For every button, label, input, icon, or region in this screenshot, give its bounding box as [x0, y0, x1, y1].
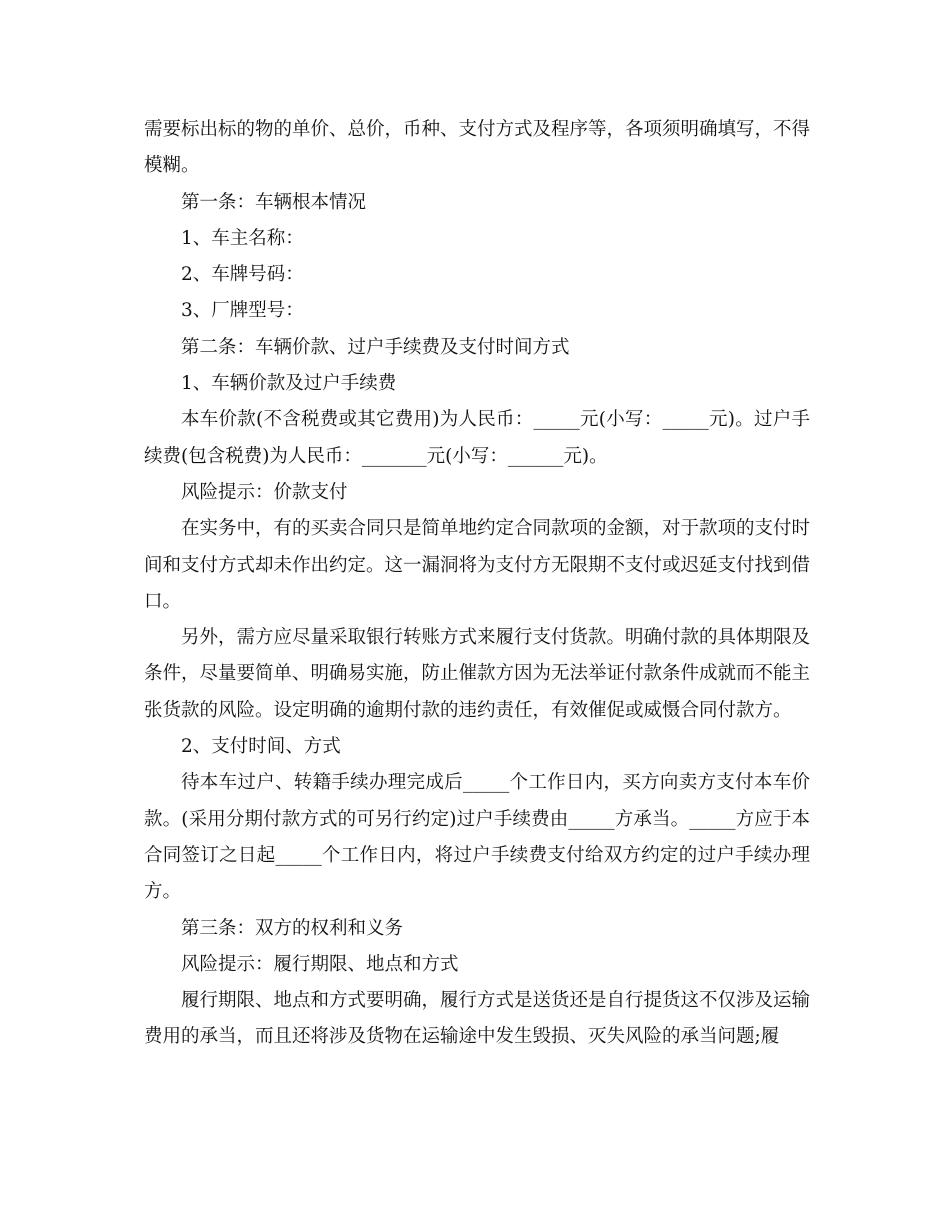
- article-1-heading: 第一条：车辆根本情况: [181, 191, 367, 213]
- paragraph-intro: 需要标出标的物的单价、总价，币种、支付方式及程序等，各项须明确填写，不得模糊。: [144, 119, 811, 177]
- plate-number-line: 2、车牌号码：: [181, 264, 304, 286]
- risk-tip-performance: 风险提示：履行期限、地点和方式: [181, 953, 459, 975]
- payment-time-paragraph: 待本车过户、转籍手续办理完成后_____个工作日内，买方向卖方支付本车价款。(采用分期付款方式的可另行约定)过户手续费由_____方承当。_____方应于本合同签订之日起_____个工作日内，将过户手续费支付给双方约定的过户手续办理方。: [144, 772, 810, 903]
- price-fee-subheading: 1、车辆价款及过户手续费: [181, 373, 397, 395]
- payment-practice-paragraph: 在实务中，有的买卖合同只是简单地约定合同款项的金额，对于款项的支付时间和支付方式却未作出约定。这一漏洞将为支付方无限期不支付或迟延支付找到借口。: [144, 518, 811, 612]
- article-2-heading: 第二条：车辆价款、过户手续费及支付时间方式: [181, 336, 570, 358]
- bank-transfer-paragraph: 另外，需方应尽量采取银行转账方式来履行支付货款。明确付款的具体期限及条件，尽量要简单、明确易实施，防止催款方因为无法举证付款条件成就而不能主张货款的风险。设定明确的逾期付款的违约责任，有效催促或威慑合同付款方。: [144, 627, 811, 721]
- price-fee-paragraph: 本车价款(不含税费或其它费用)为人民币：_____元(小写：_____元)。过户手续费(包含税费)为人民币：_______元(小写：______元)。: [144, 409, 810, 467]
- brand-model-line: 3、厂牌型号：: [181, 300, 304, 322]
- owner-name-line: 1、车主名称：: [181, 227, 304, 249]
- performance-paragraph: 履行期限、地点和方式要明确，履行方式是送货还是自行提货这不仅涉及运输费用的承当，而且还将涉及货物在运输途中发生毁损、灭失风险的承当问题;履: [144, 990, 811, 1048]
- risk-tip-payment: 风险提示：价款支付: [181, 481, 348, 503]
- payment-time-subheading: 2、支付时间、方式: [181, 736, 341, 758]
- document-body: [144, 112, 810, 1056]
- article-3-heading: 第三条：双方的权利和义务: [181, 917, 404, 939]
